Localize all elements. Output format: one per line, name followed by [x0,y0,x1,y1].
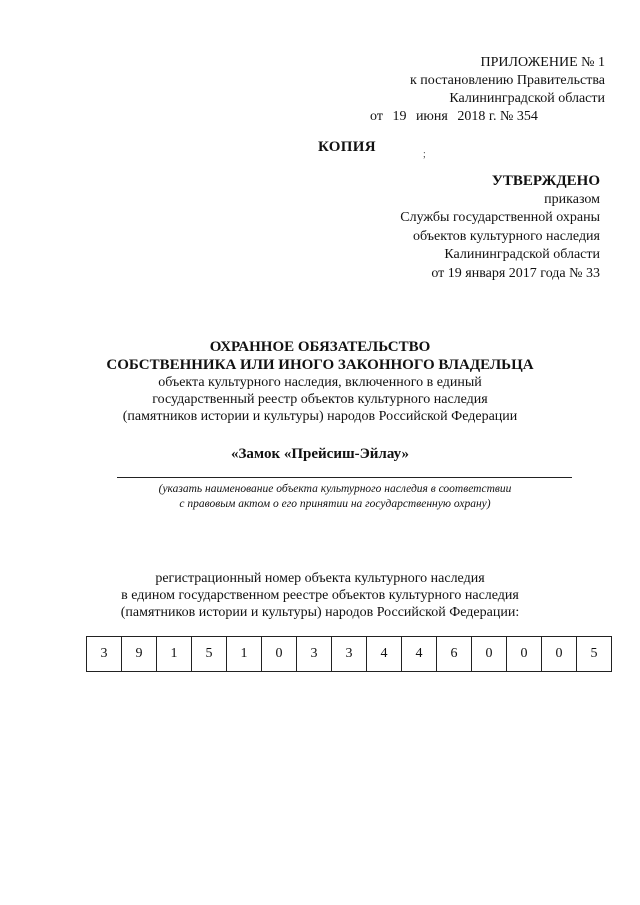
title-line: СОБСТВЕННИКА ИЛИ ИНОГО ЗАКОННОГО ВЛАДЕЛЬЦА [106,357,534,373]
object-name: «Замок «Прейсиш-Эйлау» [231,446,409,462]
digit-cell: 0 [472,637,507,672]
approval-line: приказом [544,191,600,207]
approval-date: от 19 января 2017 года № 33 [431,265,600,281]
registration-number-grid [86,636,612,672]
subtitle-line: государственный реестр объектов культурного наследия [152,392,488,407]
date-year-number: 2018 г. № 354 [457,109,538,124]
registration-line: регистрационный номер объекта культурного наследия [155,571,485,586]
copy-mark: КОПИЯ [318,139,376,155]
registration-number-row [87,637,612,672]
digit-cell: 1 [227,637,262,672]
subtitle-line: (памятников истории и культуры) народов Российской Федерации [122,409,518,424]
approval-line: объектов культурного наследия [412,228,600,244]
object-name-hint [100,482,570,512]
appendix-block [350,54,605,126]
appendix-date [350,108,605,126]
registration-line: (памятников истории и культуры) народов Российской Федерации: [120,605,520,620]
approval-line: Калининградской области [444,247,600,262]
title-line: ОХРАННОЕ ОБЯЗАТЕЛЬСТВО [209,339,431,355]
object-name-underline [117,477,572,478]
digit-cell: 5 [577,637,612,672]
digit-cell: 6 [437,637,472,672]
digit-cell: 0 [507,637,542,672]
digit-cell: 4 [367,637,402,672]
appendix-line: к постановлению Правительства [409,73,605,88]
hint-line: с правовым актом о его принятии на государственную охрану) [179,498,491,510]
digit-cell: 0 [542,637,577,672]
hint-line: (указать наименование объекта культурного наследия в соответствии [158,483,512,495]
subtitle-line: объекта культурного наследия, включенного в единый [158,375,482,390]
date-prefix: от [370,109,383,124]
approval-title: УТВЕРЖДЕНО [491,173,600,189]
digit-cell: 5 [192,637,227,672]
digit-cell: 0 [262,637,297,672]
date-month: июня [415,109,448,124]
appendix-line: Калининградской области [449,91,605,106]
scan-mark-icon: ; [423,149,426,160]
digit-cell: 4 [402,637,437,672]
document-title [60,338,580,425]
digit-cell: 3 [332,637,367,672]
registration-line: в едином государственном реестре объектов культурного наследия [121,588,519,603]
date-day: 19 [392,109,407,124]
digit-cell: 3 [87,637,122,672]
digit-cell: 3 [297,637,332,672]
digit-cell: 1 [157,637,192,672]
approval-line: Службы государственной охраны [400,210,600,225]
digit-cell: 9 [122,637,157,672]
approval-block [330,172,600,283]
registration-caption [60,570,580,621]
appendix-title: ПРИЛОЖЕНИЕ № 1 [480,55,605,70]
